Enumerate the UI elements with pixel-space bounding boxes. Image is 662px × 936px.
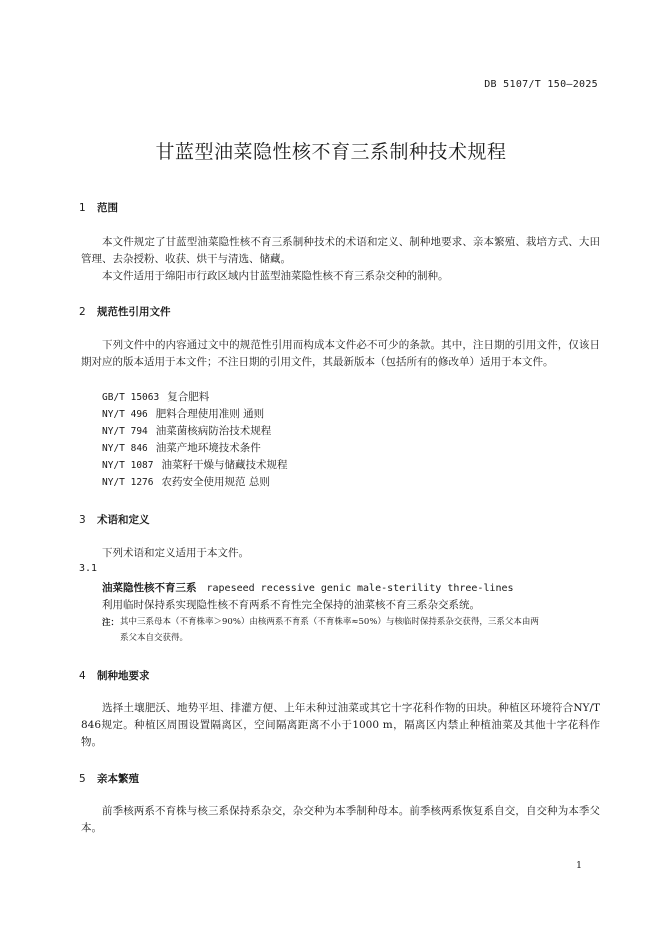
section-4-paragraph-1: 选择土壤肥沃、地势平坦、排灌方便、上年未种过油菜或其它十字花科作物的田块。种植区环境符合NY/T 846规定。种植区周围设置隔离区，空间隔离距离不小于1000 m，隔离区内禁止种植油菜及其他十字花科作物。 xyxy=(81,702,600,748)
reference-item xyxy=(102,389,209,404)
page-number: 1 xyxy=(575,860,582,871)
section-2-heading xyxy=(79,304,171,319)
section-4-title: 制种地要求 xyxy=(97,670,150,682)
reference-code: NY/T 1087 xyxy=(102,460,154,471)
reference-code: NY/T 496 xyxy=(102,409,148,420)
section-2-paragraph-1: 下列文件中的内容通过文中的规范性引用而构成本文件必不可少的条款。其中，注日期的引用文件，仅该日期对应的版本适用于本文件；不注日期的引用文件，其最新版本（包括所有的修改单）适用于本文件。 xyxy=(81,339,600,368)
reference-name: 复合肥料 xyxy=(167,391,210,403)
section-3-title: 术语和定义 xyxy=(97,514,150,526)
reference-item xyxy=(102,406,264,421)
section-5-heading xyxy=(79,771,139,786)
term-english: rapeseed recessive genic male-sterility three-lines xyxy=(206,583,514,594)
reference-item xyxy=(102,474,270,489)
section-4-heading xyxy=(79,668,150,683)
section-5-paragraph-1: 前季核两系不育株与核三系保持系杂交，杂交种为本季制种母本。前季核两系恢复系自交，自交种为本季父本。 xyxy=(81,805,600,834)
reference-name: 农药安全使用规范 总则 xyxy=(161,476,270,488)
reference-item xyxy=(102,457,287,472)
section-5-title: 亲本繁殖 xyxy=(97,773,139,785)
note-line-1: 其中三系母本（不育株率＞90%）由核两系不育系（不育株率≈50%）与核临时保持系杂交获得，三系父本由两 xyxy=(120,617,539,627)
reference-name: 油菜产地环境技术条件 xyxy=(155,442,261,454)
section-4-number: 4 xyxy=(79,670,86,682)
reference-name: 肥料合理使用准则 通则 xyxy=(155,408,265,420)
document-title: 甘蓝型油菜隐性核不育三系制种技术规程 xyxy=(155,141,507,163)
reference-name: 油菜菌核病防治技术规程 xyxy=(155,425,272,437)
reference-code: NY/T 794 xyxy=(102,426,148,437)
reference-code: GB/T 15063 xyxy=(102,392,160,403)
section-2-title: 规范性引用文件 xyxy=(97,306,171,318)
reference-code: NY/T 846 xyxy=(102,443,148,454)
reference-item xyxy=(102,423,271,438)
section-1-paragraph-2: 本文件适用于绵阳市行政区域内甘蓝型油菜隐性核不育三系杂交种的制种。 xyxy=(102,270,449,282)
term-chinese: 油菜隐性核不育三系 xyxy=(102,582,197,594)
document-number: DB 5107/T 150—2025 xyxy=(484,79,598,90)
reference-item xyxy=(102,440,261,455)
section-3-intro: 下列术语和定义适用于本文件。 xyxy=(102,547,249,559)
section-3-heading xyxy=(79,512,150,527)
note-label: 注： xyxy=(102,618,120,628)
reference-name: 油菜籽干燥与储藏技术规程 xyxy=(161,459,288,471)
section-1-heading xyxy=(79,200,118,215)
section-2-number: 2 xyxy=(79,306,86,318)
section-1-paragraph-1: 本文件规定了甘蓝型油菜隐性核不育三系制种技术的术语和定义、制种地要求、亲本繁殖、栽培方式、大田管理、去杂授粉、收获、烘干与清选、储藏。 xyxy=(81,236,600,265)
section-3-number: 3 xyxy=(79,514,86,526)
term-entry xyxy=(102,580,514,595)
section-5-number: 5 xyxy=(79,773,86,785)
note-line-2: 系父本自交获得。 xyxy=(120,633,189,643)
section-1-title: 范围 xyxy=(97,202,118,214)
note-text xyxy=(120,614,602,646)
term-number: 3.1 xyxy=(79,563,98,574)
reference-code: NY/T 1276 xyxy=(102,477,154,488)
section-1-number: 1 xyxy=(79,202,86,214)
term-definition: 利用临时保持系实现隐性核不育两系不育性完全保持的油菜核不育三系杂交系统。 xyxy=(102,599,480,611)
